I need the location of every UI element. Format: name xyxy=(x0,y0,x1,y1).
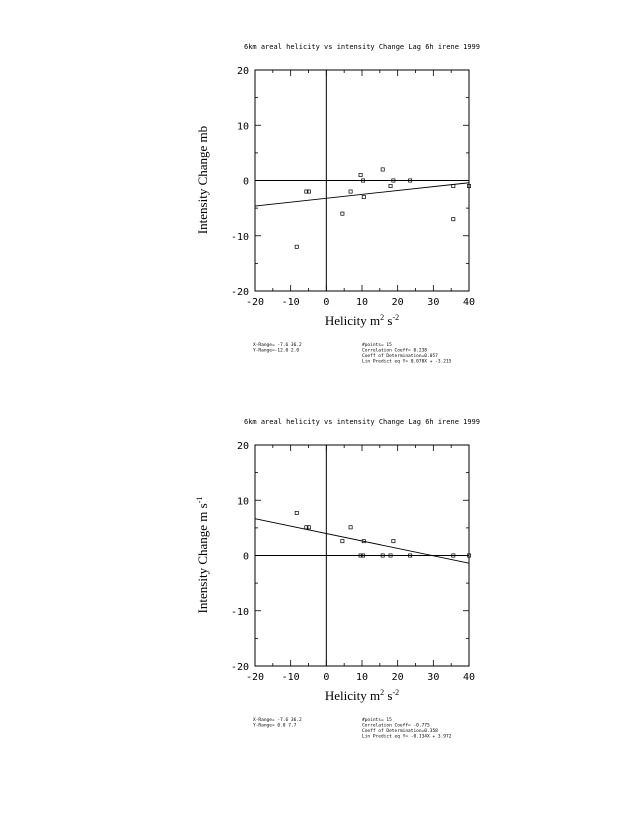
chart-title: 6km areal helicity vs intensity Change Lag 6h irene 1999 xyxy=(243,43,481,51)
data-point xyxy=(295,511,298,514)
x-tick-label: 30 xyxy=(427,672,440,683)
data-point xyxy=(452,218,455,221)
data-point xyxy=(359,173,362,176)
x-tick-label: 20 xyxy=(391,672,404,683)
y-tick-label: 0 xyxy=(242,176,249,188)
x-tick-label: 10 xyxy=(355,672,369,683)
y-tick-label: -10 xyxy=(230,231,249,243)
stats-range-line: X-Range= -7.6 36.2 xyxy=(253,343,302,348)
data-point xyxy=(381,168,384,171)
chart-svg-bottom xyxy=(0,375,638,755)
y-tick-label: -20 xyxy=(230,662,249,673)
x-axis-label: Helicity $m^2$ $s^{-2}$ xyxy=(324,688,400,703)
stats-fit-line: Lin Predict eq Y= 0.070X + -3.215 xyxy=(362,359,452,365)
x-tick-label: 20 xyxy=(391,297,404,308)
x-tick-label: 40 xyxy=(462,297,476,308)
stats-fit-line: Coeff of Determination=0.057 xyxy=(362,354,438,359)
stats-fit-line: Correlation Coeff= 0.238 xyxy=(362,348,428,354)
data-point xyxy=(349,526,352,529)
chart-panel-top xyxy=(0,0,638,380)
y-tick-label: 10 xyxy=(236,496,249,508)
stats-fit-line: Correlation Coeff= -0.775 xyxy=(362,723,430,729)
stats-range-line: Y-Range=-12.0 2.0 xyxy=(253,348,300,354)
data-point xyxy=(389,184,392,187)
x-tick-label: 10 xyxy=(355,297,369,308)
chart-title: 6km areal helicity vs intensity Change Lag 6h irene 1999 xyxy=(243,418,481,426)
stats-fit-line: #points= 15 xyxy=(362,718,392,723)
y-tick-label: 0 xyxy=(242,551,249,563)
x-axis-label: Helicity $m^2$ $s^{-2}$ xyxy=(324,313,400,328)
chart-svg-top xyxy=(0,0,638,380)
data-point xyxy=(392,540,395,543)
y-tick-label: -20 xyxy=(230,287,249,298)
x-tick-label: -10 xyxy=(281,672,300,683)
stats-fit-line: Coeff of Determination=0.358 xyxy=(362,729,438,734)
regression-line xyxy=(255,183,469,206)
y-tick-label: 20 xyxy=(236,66,249,77)
y-tick-label: 10 xyxy=(236,121,249,133)
data-point xyxy=(341,540,344,543)
x-tick-label: -20 xyxy=(245,297,265,308)
y-tick-label: 20 xyxy=(236,441,249,452)
data-point xyxy=(349,190,352,193)
x-tick-label: 0 xyxy=(323,297,330,308)
y-axis-label: Intensity Change m $s^{-1}$ xyxy=(195,496,210,614)
x-tick-label: 30 xyxy=(427,297,440,308)
y-tick-label: -10 xyxy=(230,606,249,618)
stats-fit-line: #points= 15 xyxy=(362,343,392,348)
x-tick-label: 40 xyxy=(462,672,476,683)
stats-fit-line: Lin Predict eq Y= -0.134X + 3.972 xyxy=(362,734,452,740)
data-point xyxy=(341,212,344,215)
x-tick-label: 0 xyxy=(323,672,330,683)
data-point xyxy=(295,245,298,248)
stats-range-line: Y-Range= 0.0 7.7 xyxy=(253,723,297,729)
x-tick-label: -10 xyxy=(281,297,300,308)
chart-panel-bottom xyxy=(0,375,638,755)
stats-range-line: X-Range= -7.6 36.2 xyxy=(253,718,302,723)
x-tick-label: -20 xyxy=(245,672,265,683)
data-point xyxy=(362,195,365,198)
y-axis-label: Intensity Change mb xyxy=(195,125,210,235)
